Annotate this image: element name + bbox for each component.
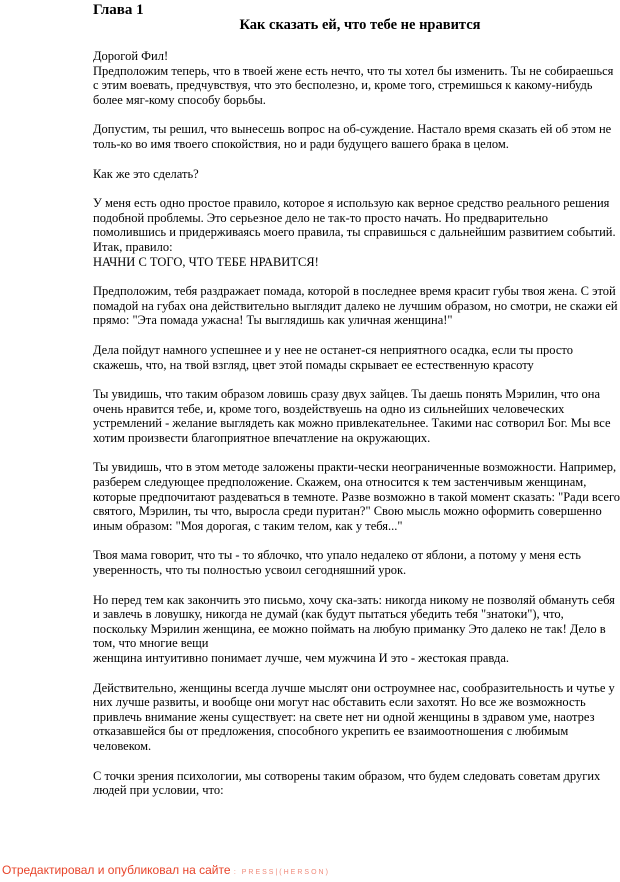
text-line: и завлечь в ловушку, никогда не думай (как будут пытаться убедить тебя "знатоки"), что, — [93, 607, 564, 622]
text-line: У меня есть одно простое правило, которое я использую как верное средство реального решения — [93, 196, 610, 211]
paragraph — [93, 284, 618, 328]
paragraph — [93, 167, 613, 182]
text-line: скажешь, что, на твой взгляд, цвет этой помады скрывает ее естественную красоту — [93, 357, 534, 372]
text-line: женщина интуитивно понимает лучше, чем мужчина И это - жестокая правда. — [93, 651, 509, 665]
text-line: них лучше развиты, и вообще они могут нас обставить если захотят. Но все же возможность — [93, 695, 586, 710]
body-text — [93, 49, 620, 813]
text-line: Ты увидишь, что таким образом ловишь сразу двух зайцев. Ты даешь понять Мэрилин, что она — [93, 387, 601, 402]
text-line: очень нравится тебе, и, кроме того, воздействуешь на одно из сильнейших человеческих — [93, 401, 565, 416]
text-line: святого, Мэрилин, ты что, выросла среди пуритан?" Свою мысль можно оформить совершенно — [93, 504, 602, 519]
text-line: том, что многие вещи — [93, 636, 209, 651]
text-line: Предположим, тебя раздражает помада, которой в последнее время красит губы твоя жена. С этой — [93, 284, 616, 299]
page-title: Как сказать ей, что тебе не нравится — [239, 17, 481, 33]
text-line: Допустим, ты решил, что вынесешь вопрос на об-суждение. Настало время сказать ей об этом не — [93, 122, 612, 137]
paragraph — [93, 343, 613, 372]
text-line: более мяг-кому способу борьбы. — [93, 92, 266, 107]
paragraph — [93, 681, 613, 754]
paragraph — [93, 460, 620, 533]
text-line: человеком. — [93, 738, 152, 753]
paragraph — [93, 769, 613, 798]
text-line: разберем следующее предположение. Скажем, она относится к тем застенчивым женщинам, — [93, 475, 587, 490]
chapter-heading: Глава 1 — [93, 2, 144, 18]
text-line: НАЧНИ С ТОГО, ЧТО ТЕБЕ НРАВИТСЯ! — [93, 254, 319, 269]
text-line: С точки зрения психологии, мы сотворены таким образом, что будем следовать советам других — [93, 768, 601, 783]
text-line: людей при условии, что: — [93, 783, 224, 798]
footer-site-link[interactable]: : PRESS|(HERSON) — [233, 869, 330, 876]
text-line: устремлений - желание выглядеть как можно привлекательнее. Такими нас сотворил Бог. Мы все — [93, 416, 611, 431]
text-line: Но перед тем как закончить это письмо, хочу ска-зать: никогда никому не позволяй обмануть себя — [93, 592, 615, 607]
text-line: Как же это сделать? — [93, 166, 199, 181]
text-line: Действительно, женщины всегда лучше мыслят они остроумнее нас, сообразительность и чутье у — [93, 680, 615, 695]
text-line: с этим воевать, предчувствуя, что это бесполезно, и, кроме того, стремишься к какому-нибудь — [93, 78, 593, 93]
paragraph — [93, 49, 613, 107]
text-line: Дела пойдут намного успешнее и у нее не останет-ся неприятного осадка, если ты просто — [93, 342, 573, 357]
text-line: отказавшейся бы от предложения, способного укрепить ее взаимоотношения с любимым — [93, 724, 569, 739]
paragraph — [93, 387, 613, 445]
text-line: поскольку Мэрилин женщина, ее можно поймать на любую приманку Это далеко не так! Дело в — [93, 621, 606, 636]
paragraph — [93, 196, 616, 269]
text-line: Предположим теперь, что в твоей жене есть нечто, что ты хотел бы изменить. Ты не собираешься — [93, 63, 614, 78]
text-line: подобной проблемы. Это серьезное дело не так-то просто начать. Но предварительно — [93, 210, 548, 225]
text-line: помадой на губах она действительно выглядит далеко не лучшим образом, но смотри, не скажи ей — [93, 298, 618, 313]
text-line: Дорогой Фил! — [93, 49, 169, 63]
text-line: Ты увидишь, что в этом методе заложены практи-чески неограниченные возможности. Например, — [93, 460, 617, 475]
text-line: которые предпочитают раздеваться в темноте. Разве возможно в такой момент сказать: "Ради всего — [93, 489, 620, 504]
text-line: привлечь внимание жены существует: на свете нет ни одной женщины в здравом уме, наотрез — [93, 709, 595, 724]
text-line: Твоя мама говорит, что ты - то яблочко, что упало недалеко от яблони, а потому у меня есть — [93, 548, 581, 563]
paragraph — [93, 122, 613, 151]
paragraph — [93, 548, 613, 577]
footer-credit — [2, 863, 330, 877]
text-line: уверенность, что ты полностью усвоил сегодняшний урок. — [93, 563, 407, 578]
text-line: хотим произвести благоприятное впечатление на окружающих. — [93, 430, 431, 445]
text-line: толь-ко во имя твоего спокойствия, но и ради будущего вашего брака в целом. — [93, 136, 509, 151]
text-line: иным образом: "Моя дорогая, с таким телом, как у тебя..." — [93, 518, 403, 533]
text-line: помолившись и придерживаясь моего правила, ты справишься с дальнейшим развитием событий. — [93, 225, 616, 240]
text-line: прямо: "Эта помада ужасна! Ты выглядишь как уличная женщина!" — [93, 313, 453, 328]
paragraph — [93, 593, 613, 666]
footer-text: Отредактировал и опубликовал на сайте — [2, 863, 231, 877]
text-line: Итак, правило: — [93, 239, 173, 254]
